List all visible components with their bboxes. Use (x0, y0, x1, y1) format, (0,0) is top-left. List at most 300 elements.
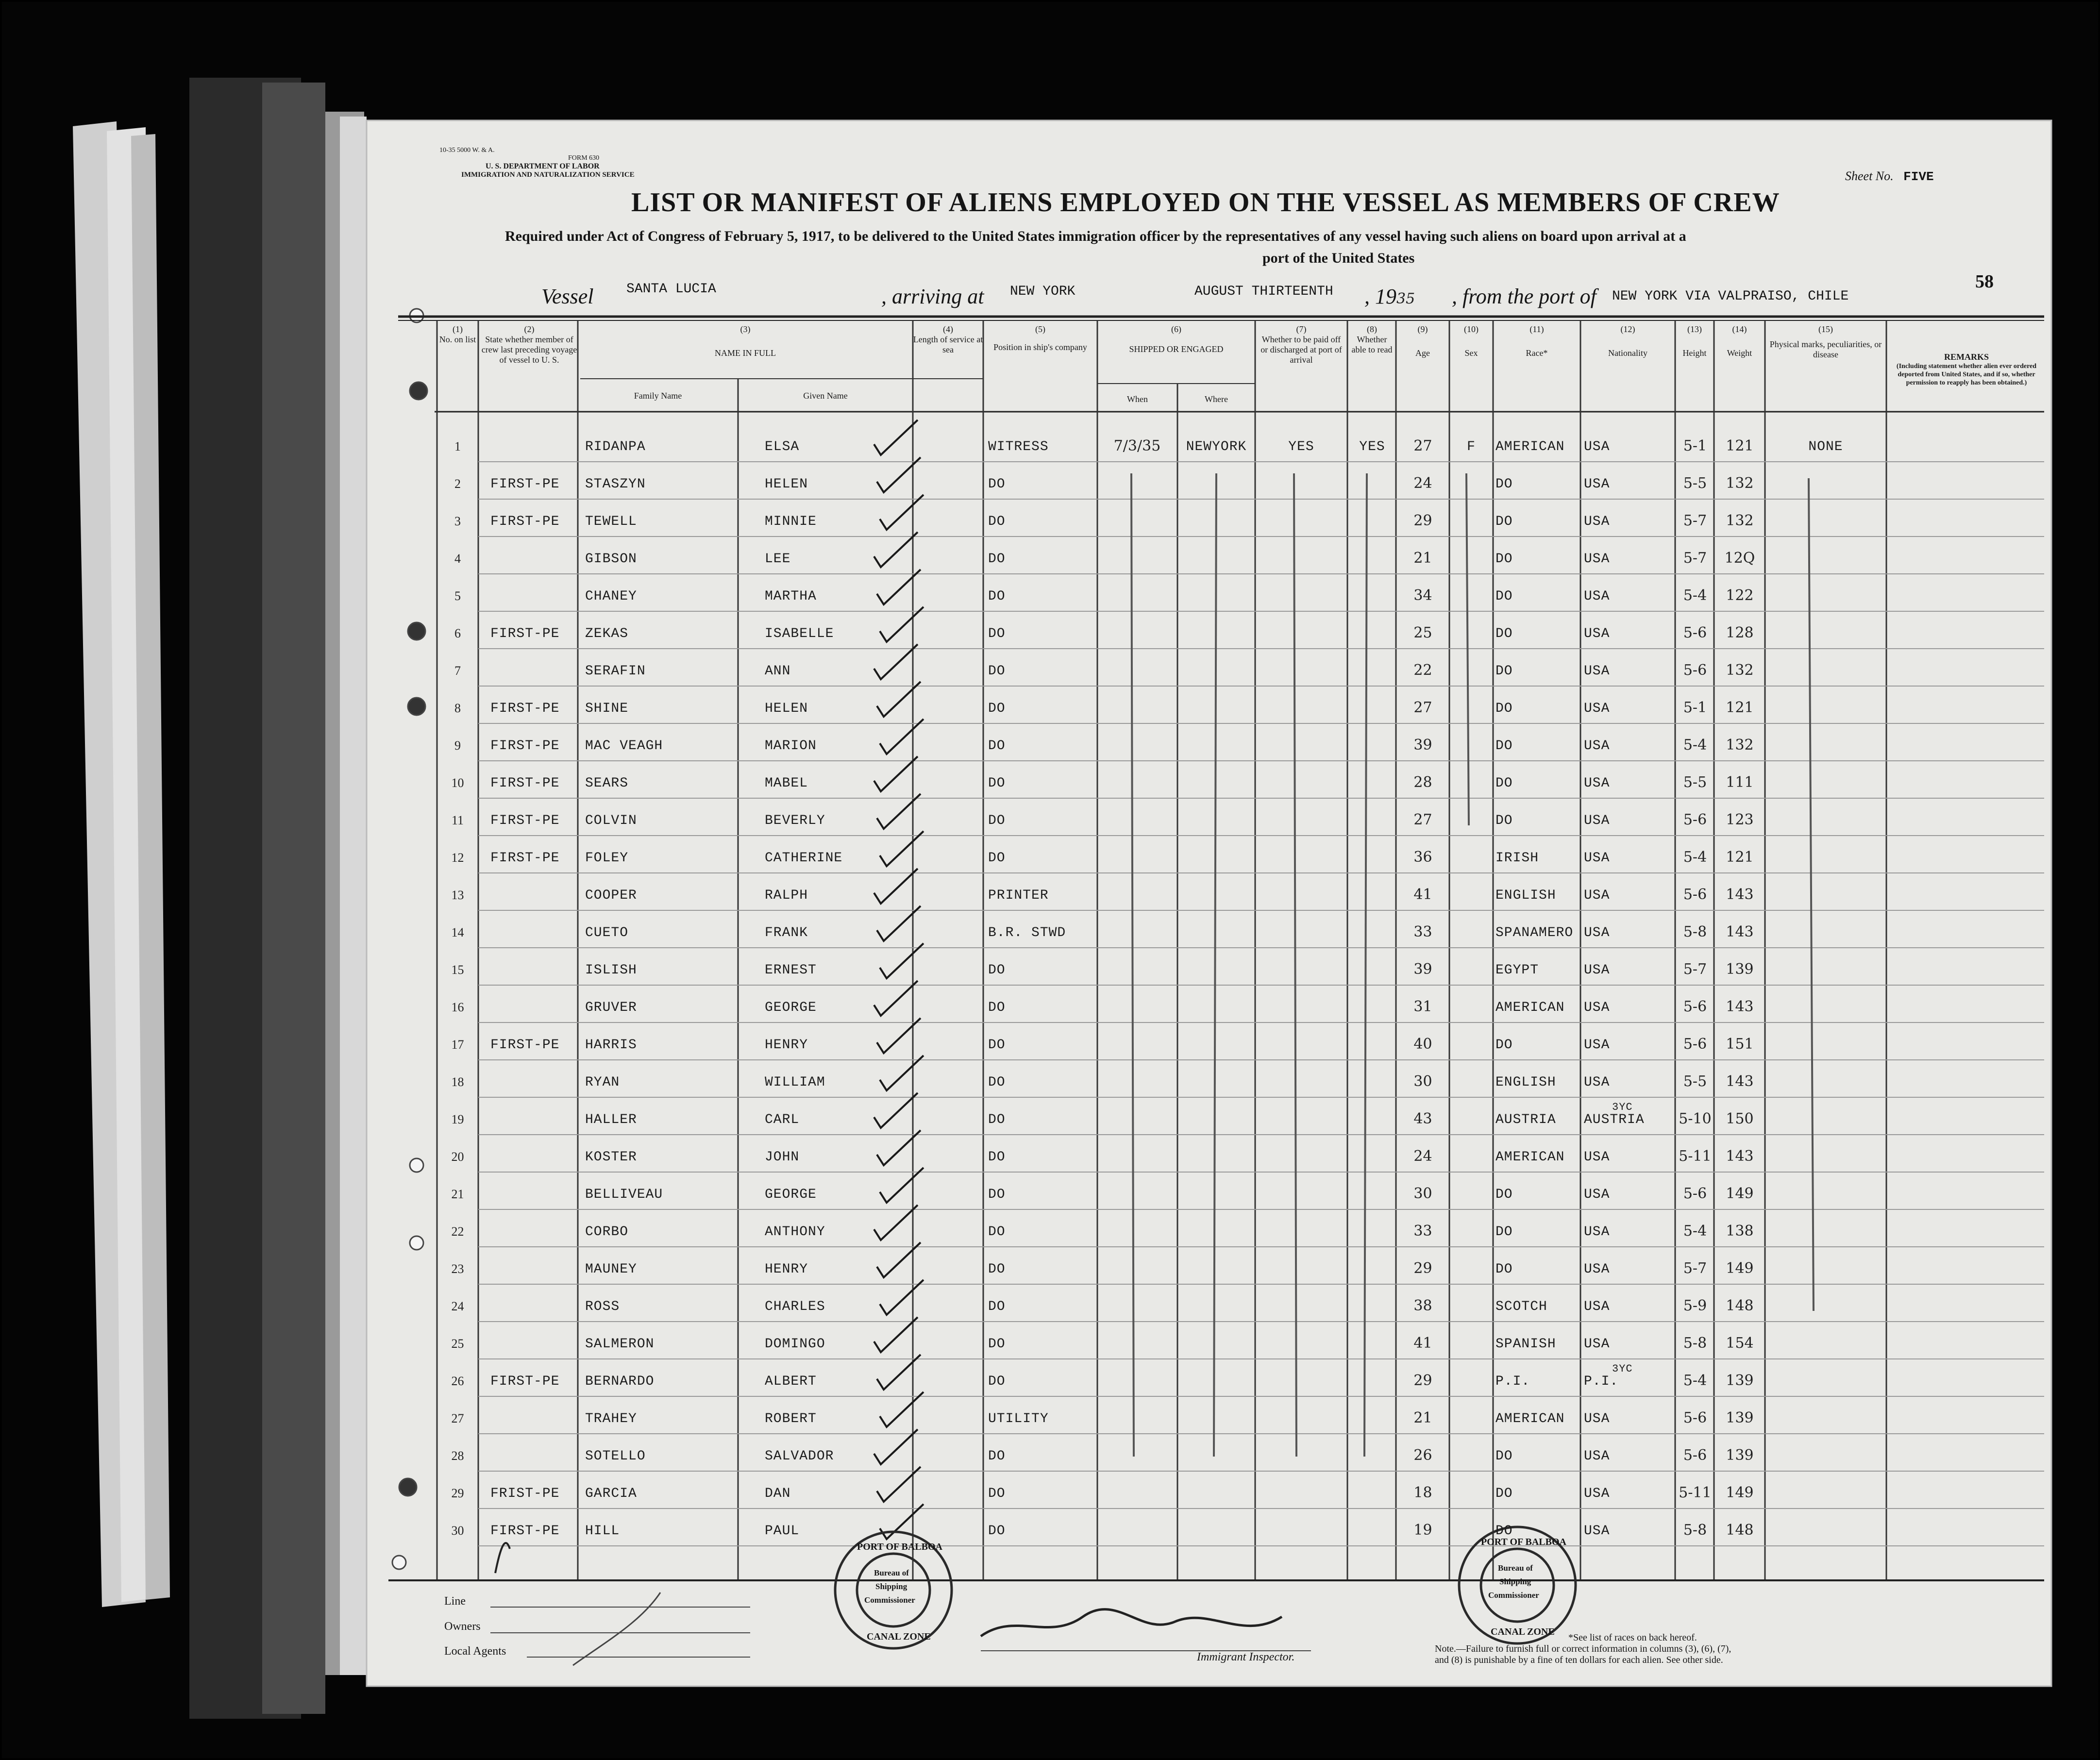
cell-race: DO (1495, 477, 1513, 492)
cell-height: 5-4 (1683, 587, 1707, 604)
cell-family: CORBO (585, 1224, 629, 1240)
cell-family: SEARS (585, 776, 629, 791)
cell-nat: USA (1584, 1299, 1610, 1314)
document-subtitle-2: port of the United States (1262, 250, 1415, 266)
cell-family: STASZYN (585, 477, 646, 492)
col15-header: (15) Physical marks, peculiarities, or disease (1769, 324, 1882, 359)
cell-no: 20 (451, 1150, 464, 1164)
cell-nat: USA (1584, 1449, 1610, 1464)
cell-position: DO (988, 1449, 1006, 1464)
stamp-right-center-1: Bureau of (1498, 1563, 1533, 1573)
cell-weight: 132 (1726, 662, 1754, 679)
cell-nat: USA (1584, 439, 1610, 454)
cell-no: 19 (451, 1112, 464, 1126)
cell-height: 5-5 (1683, 774, 1707, 791)
cell-family: HARRIS (585, 1038, 637, 1053)
stamp-left-center-2: Shipping (875, 1582, 907, 1591)
cell-race: AMERICAN (1495, 1411, 1565, 1426)
cell-nat: USA (1584, 851, 1610, 866)
cell-nat: USA (1584, 664, 1610, 679)
cell-age: 38 (1413, 1297, 1432, 1314)
cell-weight: 143 (1726, 1148, 1754, 1165)
stamp-right-center-3: Commissioner (1488, 1591, 1539, 1600)
cell-family: BERNARDO (585, 1374, 655, 1389)
cell-age: 29 (1413, 512, 1432, 529)
cell-position: DO (988, 1112, 1006, 1127)
cell-family: GIBSON (585, 552, 637, 567)
cell-height: 5-6 (1683, 662, 1707, 679)
cell-weight: 139 (1726, 961, 1754, 978)
cell-given: PAUL (765, 1524, 800, 1539)
cell-weight: 132 (1726, 475, 1754, 492)
cell-nat: USA (1584, 552, 1610, 567)
cell-nat: USA (1584, 776, 1610, 791)
local-agents-label: Local Agents (444, 1645, 506, 1658)
cell-nat: USA (1584, 701, 1610, 716)
given-name-header: Given Name (803, 391, 848, 401)
cell-family: CUETO (585, 925, 629, 940)
cell-race: ENGLISH (1495, 1075, 1556, 1090)
cell-given: DAN (765, 1486, 791, 1501)
cell-family: SOTELLO (585, 1449, 646, 1464)
cell-given: GEORGE (765, 1187, 817, 1202)
cell-age: 25 (1413, 624, 1432, 641)
cell-weight: 139 (1726, 1409, 1754, 1426)
sheet-label: Sheet No. FIVE (1845, 169, 1934, 184)
cell-race: DO (1495, 776, 1513, 791)
cell-height: 5-10 (1679, 1110, 1712, 1127)
cell-weight: 149 (1726, 1484, 1754, 1501)
col1-header: (1) No. on list (439, 324, 476, 344)
cell-height: 5-8 (1683, 923, 1707, 940)
cell-given: ANN (765, 664, 791, 679)
cell-no: 13 (451, 888, 464, 902)
cell-race: DO (1495, 1449, 1513, 1464)
cell-race: DO (1495, 514, 1513, 529)
cell-race: AMERICAN (1495, 1150, 1565, 1165)
cell-family: SERAFIN (585, 664, 646, 679)
cell-given: ISABELLE (765, 626, 834, 641)
cell-nat: USA (1584, 589, 1610, 604)
from-label: , from the port of (1452, 285, 1596, 308)
cell-age: 41 (1413, 1335, 1432, 1352)
cell-family: SALMERON (585, 1337, 655, 1352)
cell-family: RIDANPA (585, 439, 646, 454)
cell-race: P.I. (1495, 1374, 1530, 1389)
cell-read: YES (1359, 439, 1385, 454)
cell-position: DO (988, 1524, 1006, 1539)
cell-nat: USA (1584, 813, 1610, 828)
cell-race: DO (1495, 1262, 1513, 1277)
cell-weight: 132 (1726, 737, 1754, 754)
cell-no: 29 (451, 1486, 464, 1500)
cell-age: 41 (1413, 886, 1432, 903)
cell-no: 9 (454, 738, 461, 753)
cell-no: 26 (451, 1374, 464, 1388)
cell-family: GARCIA (585, 1486, 637, 1501)
cell-prev: FIRST-PE (490, 1038, 560, 1053)
cell-nat: USA (1584, 514, 1610, 529)
cell-height: 5-6 (1683, 1447, 1707, 1464)
cell-given: ROBERT (765, 1411, 817, 1426)
cell-sex: F (1467, 439, 1476, 454)
cell-height: 5-4 (1683, 1223, 1707, 1240)
cell-position: DO (988, 664, 1006, 679)
cell-height: 5-8 (1683, 1335, 1707, 1352)
cell-given: ALBERT (765, 1374, 817, 1389)
cell-nat: USA (1584, 1038, 1610, 1053)
col7-header: (7) Whether to be paid off or discharged at port of arrival (1260, 324, 1342, 365)
cell-weight: 149 (1726, 1185, 1754, 1202)
cell-nat: USA (1584, 1524, 1610, 1539)
cell-position: DO (988, 701, 1006, 716)
cell-family: KOSTER (585, 1150, 637, 1165)
cell-age: 19 (1413, 1522, 1432, 1539)
cell-race: DO (1495, 813, 1513, 828)
cell-height: 5-6 (1683, 1036, 1707, 1053)
cell-prev: FIRST-PE (490, 776, 560, 791)
cell-position: DO (988, 1374, 1006, 1389)
cell-nat: AUSTRIA (1584, 1112, 1645, 1127)
cell-position: DO (988, 963, 1006, 978)
stamp-right-bottom: CANAL ZONE (1491, 1626, 1555, 1637)
cell-race: IRISH (1495, 851, 1539, 866)
cell-given: FRANK (765, 925, 808, 940)
cell-no: 6 (454, 626, 461, 640)
cell-position: DO (988, 1299, 1006, 1314)
stamp-left-top: PORT OF BALBOA (857, 1542, 942, 1552)
sheet-value: FIVE (1903, 169, 1934, 184)
cell-family: TRAHEY (585, 1411, 637, 1426)
cell-paid: YES (1288, 439, 1314, 454)
cell-no: 10 (451, 776, 464, 790)
cell-race: SPANISH (1495, 1337, 1556, 1352)
cell-weight: 148 (1726, 1522, 1754, 1539)
stamp-right-center-2: Shipping (1499, 1577, 1531, 1586)
cell-age: 18 (1413, 1484, 1432, 1501)
cell-weight: 143 (1726, 923, 1754, 940)
department-name: U. S. DEPARTMENT OF LABOR (486, 162, 600, 170)
vessel-name: SANTA LUCIA (626, 282, 716, 297)
cell-no: 3 (454, 514, 461, 528)
year-label: , 1935 (1364, 285, 1415, 308)
cell-race: AMERICAN (1495, 439, 1565, 454)
cell-position: DO (988, 552, 1006, 567)
cell-nat: USA (1584, 963, 1610, 978)
cell-family: GRUVER (585, 1000, 637, 1015)
cell-prev: FIRST-PE (490, 1524, 560, 1539)
cell-no: 2 (454, 477, 461, 491)
service-name: IMMIGRATION AND NATURALIZATION SERVICE (461, 171, 635, 179)
cell-nat: USA (1584, 1150, 1610, 1165)
cell-no: 21 (451, 1187, 464, 1201)
cell-position: DO (988, 589, 1006, 604)
cell-position: DO (988, 1224, 1006, 1240)
cell-given: ERNEST (765, 963, 817, 978)
cell-age: 33 (1413, 1223, 1432, 1240)
col10-header: (10) Sex (1464, 324, 1478, 358)
cell-weight: 143 (1726, 886, 1754, 903)
col6-header: (6) SHIPPED OR ENGAGED (1129, 324, 1224, 354)
cell-prev: FIRST-PE (490, 701, 560, 716)
cell-no: 24 (451, 1299, 464, 1313)
cell-position: DO (988, 1187, 1006, 1202)
cell-height: 5-5 (1683, 475, 1707, 492)
cell-nat: P.I. (1584, 1374, 1619, 1389)
cell-no: 16 (451, 1000, 464, 1014)
cell-where: NEWYORK (1186, 439, 1247, 454)
cell-weight: 143 (1726, 998, 1754, 1015)
cell-prev: FIRST-PE (490, 1374, 560, 1389)
cell-given: HELEN (765, 701, 808, 716)
cell-race: DO (1495, 626, 1513, 641)
cell-nat-note: 3YC (1612, 1363, 1633, 1375)
cell-race: AMERICAN (1495, 1000, 1565, 1015)
cell-age: 43 (1413, 1110, 1432, 1127)
cell-age: 40 (1413, 1036, 1432, 1053)
cell-age: 27 (1413, 699, 1432, 716)
cell-nat: USA (1584, 1486, 1610, 1501)
cell-position: DO (988, 626, 1006, 641)
cell-height: 5-1 (1683, 699, 1707, 716)
cell-given: RALPH (765, 888, 808, 903)
cell-height: 5-6 (1683, 998, 1707, 1015)
cell-nat: USA (1584, 925, 1610, 940)
owners-label: Owners (444, 1620, 481, 1633)
cell-age: 30 (1413, 1073, 1432, 1090)
cell-weight: 149 (1726, 1260, 1754, 1277)
col13-header: (13) Height (1682, 324, 1707, 358)
cell-weight: 150 (1726, 1110, 1754, 1127)
stamp-left-center-3: Commissioner (864, 1595, 915, 1605)
cell-position: DO (988, 1150, 1006, 1165)
cell-family: MAC VEAGH (585, 738, 663, 754)
cell-age: 28 (1413, 774, 1432, 791)
cell-height: 5-6 (1683, 886, 1707, 903)
col14-header: (14) Weight (1727, 324, 1752, 358)
cell-prev: FRIST-PE (490, 1486, 560, 1501)
cell-no: 27 (451, 1411, 464, 1425)
cell-position: DO (988, 1075, 1006, 1090)
cell-height: 5-6 (1683, 1409, 1707, 1426)
cell-given: ELSA (765, 439, 800, 454)
cell-no: 22 (451, 1224, 464, 1239)
cell-height: 5-5 (1683, 1073, 1707, 1090)
cell-weight: 132 (1726, 512, 1754, 529)
col4-header: (4) Length of service at sea (913, 324, 983, 354)
document-title: LIST OR MANIFEST OF ALIENS EMPLOYED ON THE VESSEL AS MEMBERS OF CREW (631, 187, 1780, 218)
cell-nat-note: 3YC (1612, 1101, 1633, 1113)
cell-family: SHINE (585, 701, 629, 716)
cell-race: EGYPT (1495, 963, 1539, 978)
cell-no: 30 (451, 1524, 464, 1538)
arriving-port: NEW YORK (1010, 284, 1075, 299)
cell-family: HILL (585, 1524, 620, 1539)
cell-nat: USA (1584, 1337, 1610, 1352)
cell-position: WITRESS (988, 439, 1049, 454)
cell-age: 27 (1413, 437, 1432, 454)
inspector-label: Immigrant Inspector. (1197, 1651, 1295, 1663)
cell-position: DO (988, 1486, 1006, 1501)
cell-weight: 139 (1726, 1447, 1754, 1464)
stamp-left-bottom: CANAL ZONE (867, 1631, 931, 1642)
cell-age: 29 (1413, 1260, 1432, 1277)
cell-given: MINNIE (765, 514, 817, 529)
form-code: 10-35 5000 W. & A. (439, 147, 495, 154)
cell-given: WILLIAM (765, 1075, 825, 1090)
cell-no: 17 (451, 1038, 464, 1052)
cell-nat: USA (1584, 1411, 1610, 1426)
cell-no: 4 (454, 552, 461, 566)
cell-height: 5-7 (1683, 1260, 1707, 1277)
col12-header: (12) Nationality (1608, 324, 1647, 358)
col9-header: (9) Age (1415, 324, 1430, 358)
cell-weight: 12Q (1724, 550, 1755, 567)
cell-height: 5-7 (1683, 961, 1707, 978)
cell-no: 5 (454, 589, 461, 603)
cell-age: 31 (1413, 998, 1432, 1015)
cell-position: B.R. STWD (988, 925, 1066, 940)
cell-race: AUSTRIA (1495, 1112, 1556, 1127)
cell-height: 5-1 (1683, 437, 1707, 454)
stamp-left-center-1: Bureau of (874, 1568, 909, 1577)
from-port: NEW YORK VIA VALPRAISO, CHILE (1612, 289, 1849, 304)
cell-no: 23 (451, 1262, 464, 1276)
cell-no: 12 (451, 851, 464, 865)
arrival-date: AUGUST THIRTEENTH (1194, 284, 1333, 299)
cell-prev: FIRST-PE (490, 626, 560, 641)
cell-marks: NONE (1808, 439, 1843, 454)
cell-nat: USA (1584, 1187, 1610, 1202)
arriving-label: , arriving at (881, 285, 984, 308)
cell-height: 5-6 (1683, 624, 1707, 641)
cell-no: 25 (451, 1337, 464, 1351)
cell-race: ENGLISH (1495, 888, 1556, 903)
cell-position: DO (988, 477, 1006, 492)
cell-given: HENRY (765, 1262, 808, 1277)
cell-given: HENRY (765, 1038, 808, 1053)
cell-weight: 138 (1726, 1223, 1754, 1240)
cell-age: 22 (1413, 662, 1432, 679)
cell-no: 18 (451, 1075, 464, 1089)
cell-age: 27 (1413, 811, 1432, 828)
cell-family: BELLIVEAU (585, 1187, 663, 1202)
cell-age: 39 (1413, 737, 1432, 754)
cell-height: 5-9 (1683, 1297, 1707, 1314)
family-name-header: Family Name (634, 391, 682, 401)
cell-nat: USA (1584, 477, 1610, 492)
cell-given: MARTHA (765, 589, 817, 604)
cell-position: DO (988, 738, 1006, 754)
cell-no: 14 (451, 925, 464, 939)
footnote-fine: Note.—Failure to furnish full or correct information in columns (3), (6), (7), (1435, 1643, 1731, 1654)
cell-race: DO (1495, 1486, 1513, 1501)
cell-family: TEWELL (585, 514, 637, 529)
cell-no: 15 (451, 963, 464, 977)
cell-no: 7 (454, 664, 461, 678)
cell-age: 21 (1413, 1409, 1432, 1426)
cell-weight: 151 (1726, 1036, 1754, 1053)
cell-prev: FIRST-PE (490, 851, 560, 866)
col11-header: (11) Race* (1526, 324, 1548, 358)
cell-position: PRINTER (988, 888, 1049, 903)
cell-age: 29 (1413, 1372, 1432, 1389)
cell-family: ISLISH (585, 963, 637, 978)
cell-given: CHARLES (765, 1299, 825, 1314)
cell-age: 24 (1413, 475, 1432, 492)
cell-height: 5-6 (1683, 811, 1707, 828)
line-label: Line (444, 1595, 466, 1608)
cell-height: 5-8 (1683, 1522, 1707, 1539)
cell-position: DO (988, 1038, 1006, 1053)
cell-position: DO (988, 514, 1006, 529)
cell-height: 5-4 (1683, 849, 1707, 866)
vessel-label: Vessel (541, 285, 594, 308)
cell-race: DO (1495, 1038, 1513, 1053)
form-number: FORM 630 (568, 154, 600, 162)
cell-weight: 121 (1726, 849, 1754, 866)
cell-nat: USA (1584, 1224, 1610, 1240)
cell-family: HALLER (585, 1112, 637, 1127)
cell-family: RYAN (585, 1075, 620, 1090)
col5-header: (5) Position in ship's company (993, 324, 1087, 352)
cell-race: SCOTCH (1495, 1299, 1547, 1314)
cell-given: LEE (765, 552, 791, 567)
cell-family: CHANEY (585, 589, 637, 604)
col2-header: (2) State whether member of crew last preceding voyage of vessel to U. S. (481, 324, 577, 365)
year-value: 35 (1396, 290, 1415, 307)
cell-family: ROSS (585, 1299, 620, 1314)
cell-position: DO (988, 1262, 1006, 1277)
cell-position: DO (988, 1000, 1006, 1015)
cell-nat: USA (1584, 1075, 1610, 1090)
cell-weight: 111 (1726, 774, 1754, 791)
cell-given: HELEN (765, 477, 808, 492)
cell-prev: FIRST-PE (490, 813, 560, 828)
cell-weight: 121 (1726, 437, 1754, 454)
page-number: 58 (1975, 271, 1994, 292)
cell-height: 5-4 (1683, 1372, 1707, 1389)
cell-race: SPANAMERO (1495, 925, 1574, 940)
cell-height: 5-11 (1679, 1148, 1712, 1165)
cell-weight: 154 (1726, 1335, 1754, 1352)
cell-height: 5-11 (1679, 1484, 1712, 1501)
stamp-right-top: PORT OF BALBOA (1481, 1537, 1566, 1547)
cell-given: MABEL (765, 776, 808, 791)
footnote-fine-2: and (8) is punishable by a fine of ten dollars for each alien. See other side. (1435, 1655, 1723, 1665)
cell-age: 39 (1413, 961, 1432, 978)
cell-prev: FIRST-PE (490, 738, 560, 754)
cell-weight: 148 (1726, 1297, 1754, 1314)
cell-prev: FIRST-PE (490, 514, 560, 529)
cell-nat: USA (1584, 888, 1610, 903)
cell-family: COLVIN (585, 813, 637, 828)
cell-race: DO (1495, 1224, 1513, 1240)
cell-weight: 122 (1726, 587, 1754, 604)
cell-position: DO (988, 813, 1006, 828)
cell-position: DO (988, 851, 1006, 866)
cell-race: DO (1495, 701, 1513, 716)
cell-weight: 143 (1726, 1073, 1754, 1090)
cell-weight: 139 (1726, 1372, 1754, 1389)
remarks-header: REMARKS (Including statement whether alien ever ordered deported from United States, and if so, whether permission to reapply has been obtained.) (1896, 352, 2037, 386)
cell-nat: USA (1584, 626, 1610, 641)
col8-header: (8) Whether able to read (1351, 324, 1393, 354)
cell-given: CATHERINE (765, 851, 843, 866)
cell-height: 5-4 (1683, 737, 1707, 754)
cell-age: 34 (1413, 587, 1432, 604)
cell-family: ZEKAS (585, 626, 629, 641)
